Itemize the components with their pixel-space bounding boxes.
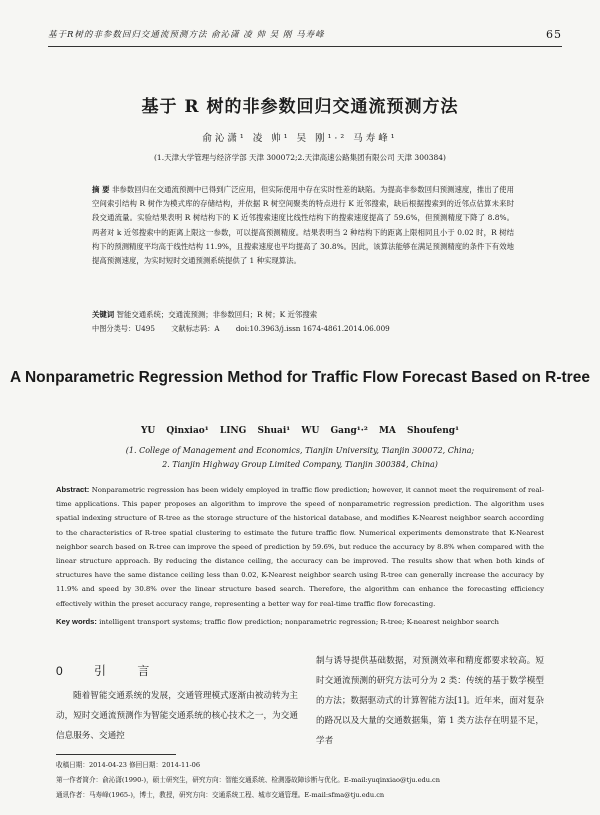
page-number: 65	[546, 28, 562, 41]
body-text-left: 随着智能交通系统的发展，交通管理模式逐渐由被动转为主动，短时交通流预测作为智能交通系统的核心技术之一，为交通信息服务、交通控	[56, 691, 298, 741]
doi: doi:10.3963/j.issn 1674-4861.2014.06.009	[235, 324, 390, 333]
affiliation-en-line: (1. College of Management and Economics, Tianjin University, Tianjin 300072, China;	[125, 446, 475, 455]
doc-code: 文献标志码：A	[171, 324, 220, 333]
abstract-cn-label: 摘 要	[92, 185, 110, 194]
running-header	[48, 28, 562, 44]
footnote-first-author: 第一作者简介：俞沁潇(1990-)，硕士研究生，研究方向：智能交通系统、检测器故障诊断与优化。E-mail:yuqinxiao@tju.edu.cn	[56, 776, 441, 784]
footnote-dates: 收稿日期：2014-04-23 修回日期：2014-11-06	[56, 761, 201, 769]
abstract-en-label: Abstract:	[56, 485, 90, 494]
keywords-en	[56, 615, 544, 629]
keywords-en-label: Key words:	[56, 617, 97, 626]
affiliation-en-line: 2. Tianjin Highway Group Limited Company, Tianjin 300384, China)	[162, 460, 438, 469]
authors-en: YU Qinxiao¹ LING Shuai¹ WU Gang¹·² MA Shoufeng¹	[140, 426, 460, 436]
section-heading: 0 引 言	[56, 664, 164, 678]
abstract-en	[56, 483, 544, 611]
clc-number: 中图分类号：U495	[92, 324, 155, 333]
classification-cn	[92, 324, 514, 334]
footnote-rule	[56, 754, 176, 755]
body-text-right: 制与诱导提供基础数据，对预测效率和精度都要求较高。短时交通流预测的研究方法可分为 2 类：传统的基于数学模型的方法；数据驱动式的计算智能方法[1]。近年来，面对复杂的路况以及大量的交通数据集，第 1 类方法存在明显不足，学者	[316, 656, 544, 746]
abstract-cn	[92, 183, 514, 268]
keywords-cn-text: 智能交通系统；交通流预测；非参数回归；R 树；K 近邻搜索	[116, 310, 318, 319]
title-en: A Nonparametric Regression Method for Traffic Flow Forecast Based on R-tree	[10, 369, 590, 386]
affiliation-cn: (1.天津大学管理与经济学部 天津 300072;2.天津高速公路集团有限公司 天津 300384)	[154, 153, 446, 162]
footnote-corresponding-author: 通讯作者：马寿峰(1965-)，博士，教授，研究方向：交通系统工程、城市交通管理。E-mail:sfma@tju.edu.cn	[56, 791, 385, 799]
running-header-text: 基于R树的非参数回归交通流预测方法 俞沁潇 凌 帅 吴 刚 马寿峰	[48, 30, 325, 40]
authors-cn: 俞沁潇¹ 凌 帅¹ 吴 刚¹·² 马寿峰¹	[202, 133, 398, 144]
title-cn: 基于 R 树的非参数回归交通流预测方法	[141, 97, 459, 117]
abstract-en-text: Nonparametric regression has been widely employed in traffic flow prediction; however, it cannot meet the requirement of real-time applications. This paper proposes an algorithm to improve the speed of nonparametric regression prediction. The algorithm uses spatial indexing structure of R-tree as the storage structure of the historical database, and modifies K-Nearest neighbor search according to the characteristics of R-tree spatial clustering to estimate the future traffic flow. Numerical experiments demonstrate that K-Nearest neighbor search based on R-tree can improve the speed of prediction by 59.6%, but reduce the accuracy by 8.8% when compared with the linear structure approach. By reducing the distance ceiling, the accuracy can be improved. The results show that when both kinds of structures have the same distance ceiling less than 0.02, K-Nearest neighbor search using R-tree can generally increase the accuracy by 11.9% and speed by 30.8% over the linear structure based search. Therefore, the algorithm can enhance the forecasting efficiency effectively within the preset accuracy range, representing a better way for real-time traffic flow forecasting.	[56, 486, 544, 608]
abstract-cn-text: 非参数回归在交通流预测中已得到广泛应用，但实际使用中存在实时性差的缺陷。为提高非参数回归预测速度，推出了使用空间索引结构 R 树作为模式库的存储结构，并依据 R 树空间聚类的特点进行 K 近邻搜索，缺后根据搜索到的近邻点估算未来时段交通流量。实验结果表明 R 树结构下的 K 近邻搜索速度比线性结构下的搜索速度提高了 59.6%，但预测精度下降了 8.8%。两者对 k 近邻搜索中的距离上限这一参数，可以提高预测精度。结果表明当 2 种结构下的距离上限相同且小于 0.02 时，R 树结构下的预测精度平均高于线性结构 11.9%，且搜索速度也平均提高了 30.8%。因此，该算法能够在满足预测精度的条件下有效地提高预测速度，为实时短时交通预测系统提供了 1 种实现算法。	[92, 185, 514, 266]
keywords-en-text: intelligent transport systems; traffic flow prediction; nonparametric regression; R-tree; K-nearest neighbor search	[99, 618, 499, 626]
header-rule	[48, 46, 562, 47]
keywords-cn-label: 关键词	[92, 310, 115, 319]
affiliation-en	[0, 444, 600, 472]
keywords-cn	[92, 309, 514, 320]
